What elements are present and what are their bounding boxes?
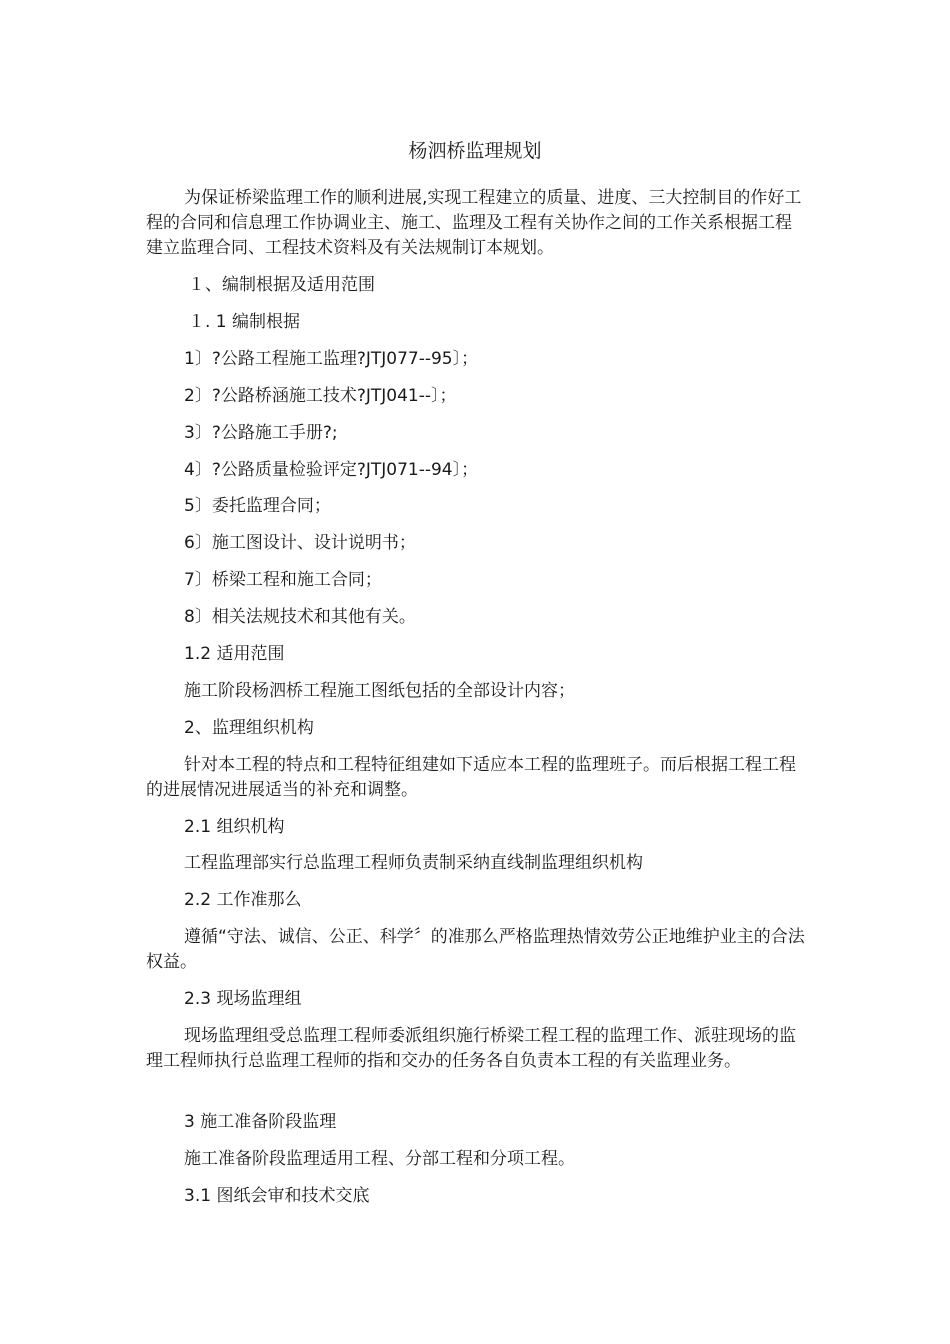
- heading-1: １、编制根据及适用范围: [188, 275, 375, 295]
- principles-paragraph: [146, 925, 808, 975]
- site-team-paragraph: [146, 1024, 808, 1074]
- heading-3-1: 3.1 图纸会审和技术交底: [184, 1186, 370, 1206]
- heading-2-3: 2.3 现场监理组: [184, 989, 302, 1009]
- principles-text: 遵循“守法、诚信、公正、科学〞的准那么严格监理热情效劳公正地维护业主的合法权益。: [146, 927, 805, 972]
- org-paragraph: [146, 753, 808, 803]
- list-item-8: 8〕相关法规技术和其他有关。: [184, 607, 416, 627]
- list-item-3: 3〕?公路施工手册?;: [184, 423, 338, 443]
- heading-1-2: 1.2 适用范围: [184, 644, 285, 664]
- intro-text: 为保证桥梁监理工作的顺利进展,实现工程建立的质量、进度、三大控制目的作好工程的合同和信息理工作协调业主、施工、监理及工程有关协作之间的工作关系根据工程建立监理合同、工程技术资料及有关法规制订本规划。: [146, 188, 802, 258]
- site-team-text: 现场监理组受总监理工程师委派组织施行桥梁工程工程的监理工作、派驻现场的监理工程师执行总监理工程师的指和交办的任务各自负责本工程的有关监理业务。: [146, 1026, 796, 1071]
- heading-3: 3 施工准备阶段监理: [184, 1112, 337, 1132]
- scope-text: 施工阶段杨泗桥工程施工图纸包括的全部设计内容；: [184, 681, 575, 701]
- list-item-2: 2〕?公路桥涵施工技术?JTJ041--〕；: [184, 386, 457, 406]
- list-item-7: 7〕桥梁工程和施工合同；: [184, 570, 382, 590]
- heading-1-1: １. 1 编制根据: [188, 312, 301, 332]
- document-title: 杨泗桥监理规划: [408, 140, 542, 162]
- heading-2-2: 2.2 工作准那么: [184, 890, 302, 910]
- list-item-1: 1〕?公路工程施工监理?JTJ077--95〕；: [184, 349, 479, 369]
- list-item-6: 6〕施工图设计、设计说明书；: [184, 533, 416, 553]
- prep-stage-text: 施工准备阶段监理适用工程、分部工程和分项工程。: [184, 1149, 575, 1169]
- heading-2-1: 2.1 组织机构: [184, 817, 285, 837]
- intro-paragraph: [146, 186, 808, 261]
- list-item-4: 4〕?公路质量检验评定?JTJ071--94〕；: [184, 460, 479, 480]
- list-item-5: 5〕委托监理合同；: [184, 496, 331, 516]
- heading-2: 2、监理组织机构: [184, 718, 314, 738]
- org-structure-text: 工程监理部实行总监理工程师负责制采纳直线制监理组织机构: [184, 853, 643, 873]
- org-text: 针对本工程的特点和工程特征组建如下适应本工程的监理班子。而后根据工程工程的进展情况进展适当的补充和调整。: [146, 755, 796, 800]
